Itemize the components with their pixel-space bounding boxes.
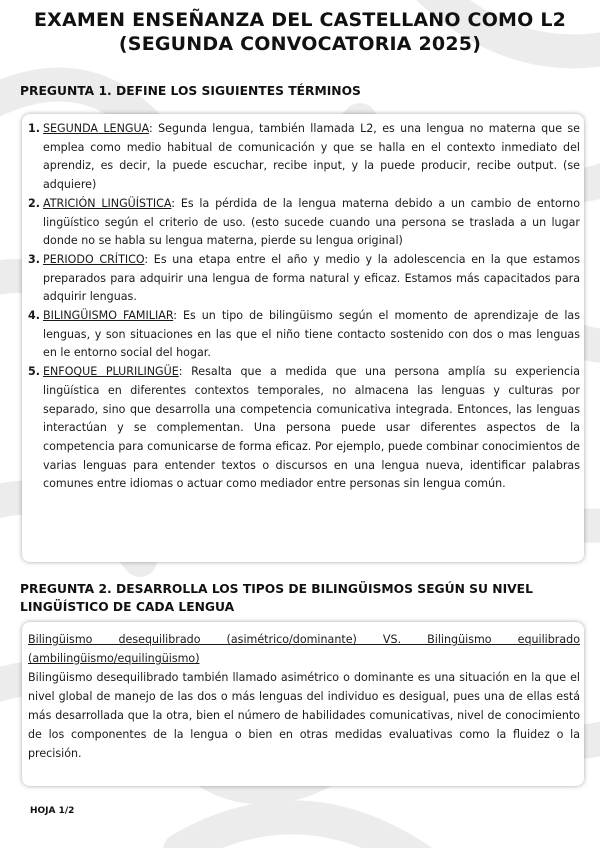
title-line-2: (SEGUNDA CONVOCATORIA 2025) [118,33,482,55]
term-item [28,120,580,195]
question-1-heading: PREGUNTA 1. DEFINE LOS SIGUIENTES TÉRMINOS [20,84,361,98]
question-2-heading-line-1: PREGUNTA 2. DESARROLLA LOS TIPOS DE BILINGÜISMOS SEGÚN SU NIVEL [20,582,533,596]
term-number: 1. [28,122,40,135]
term-definition: : Segunda lengua, también llamada L2, es una lengua no materna que se emplea como medio habitual de comunicación y que se halla en el contexto inmediato del aprendiz, es decir, la puede escuchar, recibe input, y la puede producir, recibe output. (se adquiere) [43,122,580,192]
page-number: HOJA 1/2 [30,806,75,816]
term-number: 5. [28,365,40,379]
term-definition: : Es una etapa entre el año y medio y la adolescencia en la que estamos preparados para adquirir una lengua de forma natural y eficaz. Estamos más capacitados para adquirir lenguas. [43,252,580,304]
question-2-heading-line-2: LINGÜÍSTICO DE CADA LENGUA [20,600,235,614]
term-name: ATRICIÓN LINGÜÍSTICA [43,196,172,210]
term-number: 3. [28,252,40,266]
term-name: BILINGÜISMO FAMILIAR [43,309,174,323]
question-2-heading [20,580,580,616]
term-item [28,251,580,307]
term-name: PERIODO CRÍTICO [43,252,145,266]
term-definition: : Es la pérdida de la lengua materna debido a un cambio de entorno lingüístico según el criterio de uso. (esto sucede cuando una persona se traslada a un lugar donde no se habla su lengua materna, pierde su lengua original) [43,196,580,248]
document-title [0,8,600,56]
term-definition: : Es un tipo de bilingüismo según el momento de aprendizaje de las lenguas, y son situaciones en las que el niño tiene contacto sostenido con dos o mas lenguas en le entorno social del hogar. [43,309,580,360]
term-definition: : Resalta que a medida que una persona amplía su experiencia lingüística en diferentes contextos temporales, no almacena las lenguas y culturas por separado, sino que desarrolla una competencia comunicativa integrada. Entonces, las lenguas interactúan y se complementan. Una persona puede usar diferentes aspectos de la competencia para comunicarse de forma eficaz. Por ejemplo, puede combinar conocimientos de varias lenguas para entender textos o discursos en una lengua nueva, identificar palabras comunes entre idiomas o actuar como mediador entre personas sin lengua común. [43,365,580,491]
term-item [28,363,580,494]
term-item [28,195,580,251]
question-2-body: Bilingüismo desequilibrado también llamado asimétrico o dominante es una situación en la que el nivel global de manejo de las dos o más lenguas del individuo es desigual, pues una de ellas está más desarrollada que la otra, bien el número de habilidades comunicativas, nivel de conocimiento de los componentes de la lengua o bien en otras medidas evaluativas como la fluidez o la precisión. [28,671,580,760]
question-2-answer [28,630,580,763]
term-number: 2. [28,196,40,210]
terms-list [28,120,580,494]
title-line-1: EXAMEN ENSEÑANZA DEL CASTELLANO COMO L2 [33,9,567,31]
term-number: 4. [28,309,40,323]
term-item [28,307,580,363]
term-name: ENFOQUE PLURILINGÜE [43,365,179,379]
term-name: SEGUNDA LENGUA [43,122,149,135]
question-2-subtitle: Bilingüismo desequilibrado (asimétrico/dominante) VS. Bilingüismo equilibrado (ambilingüismo/equilingüismo) [28,633,580,665]
